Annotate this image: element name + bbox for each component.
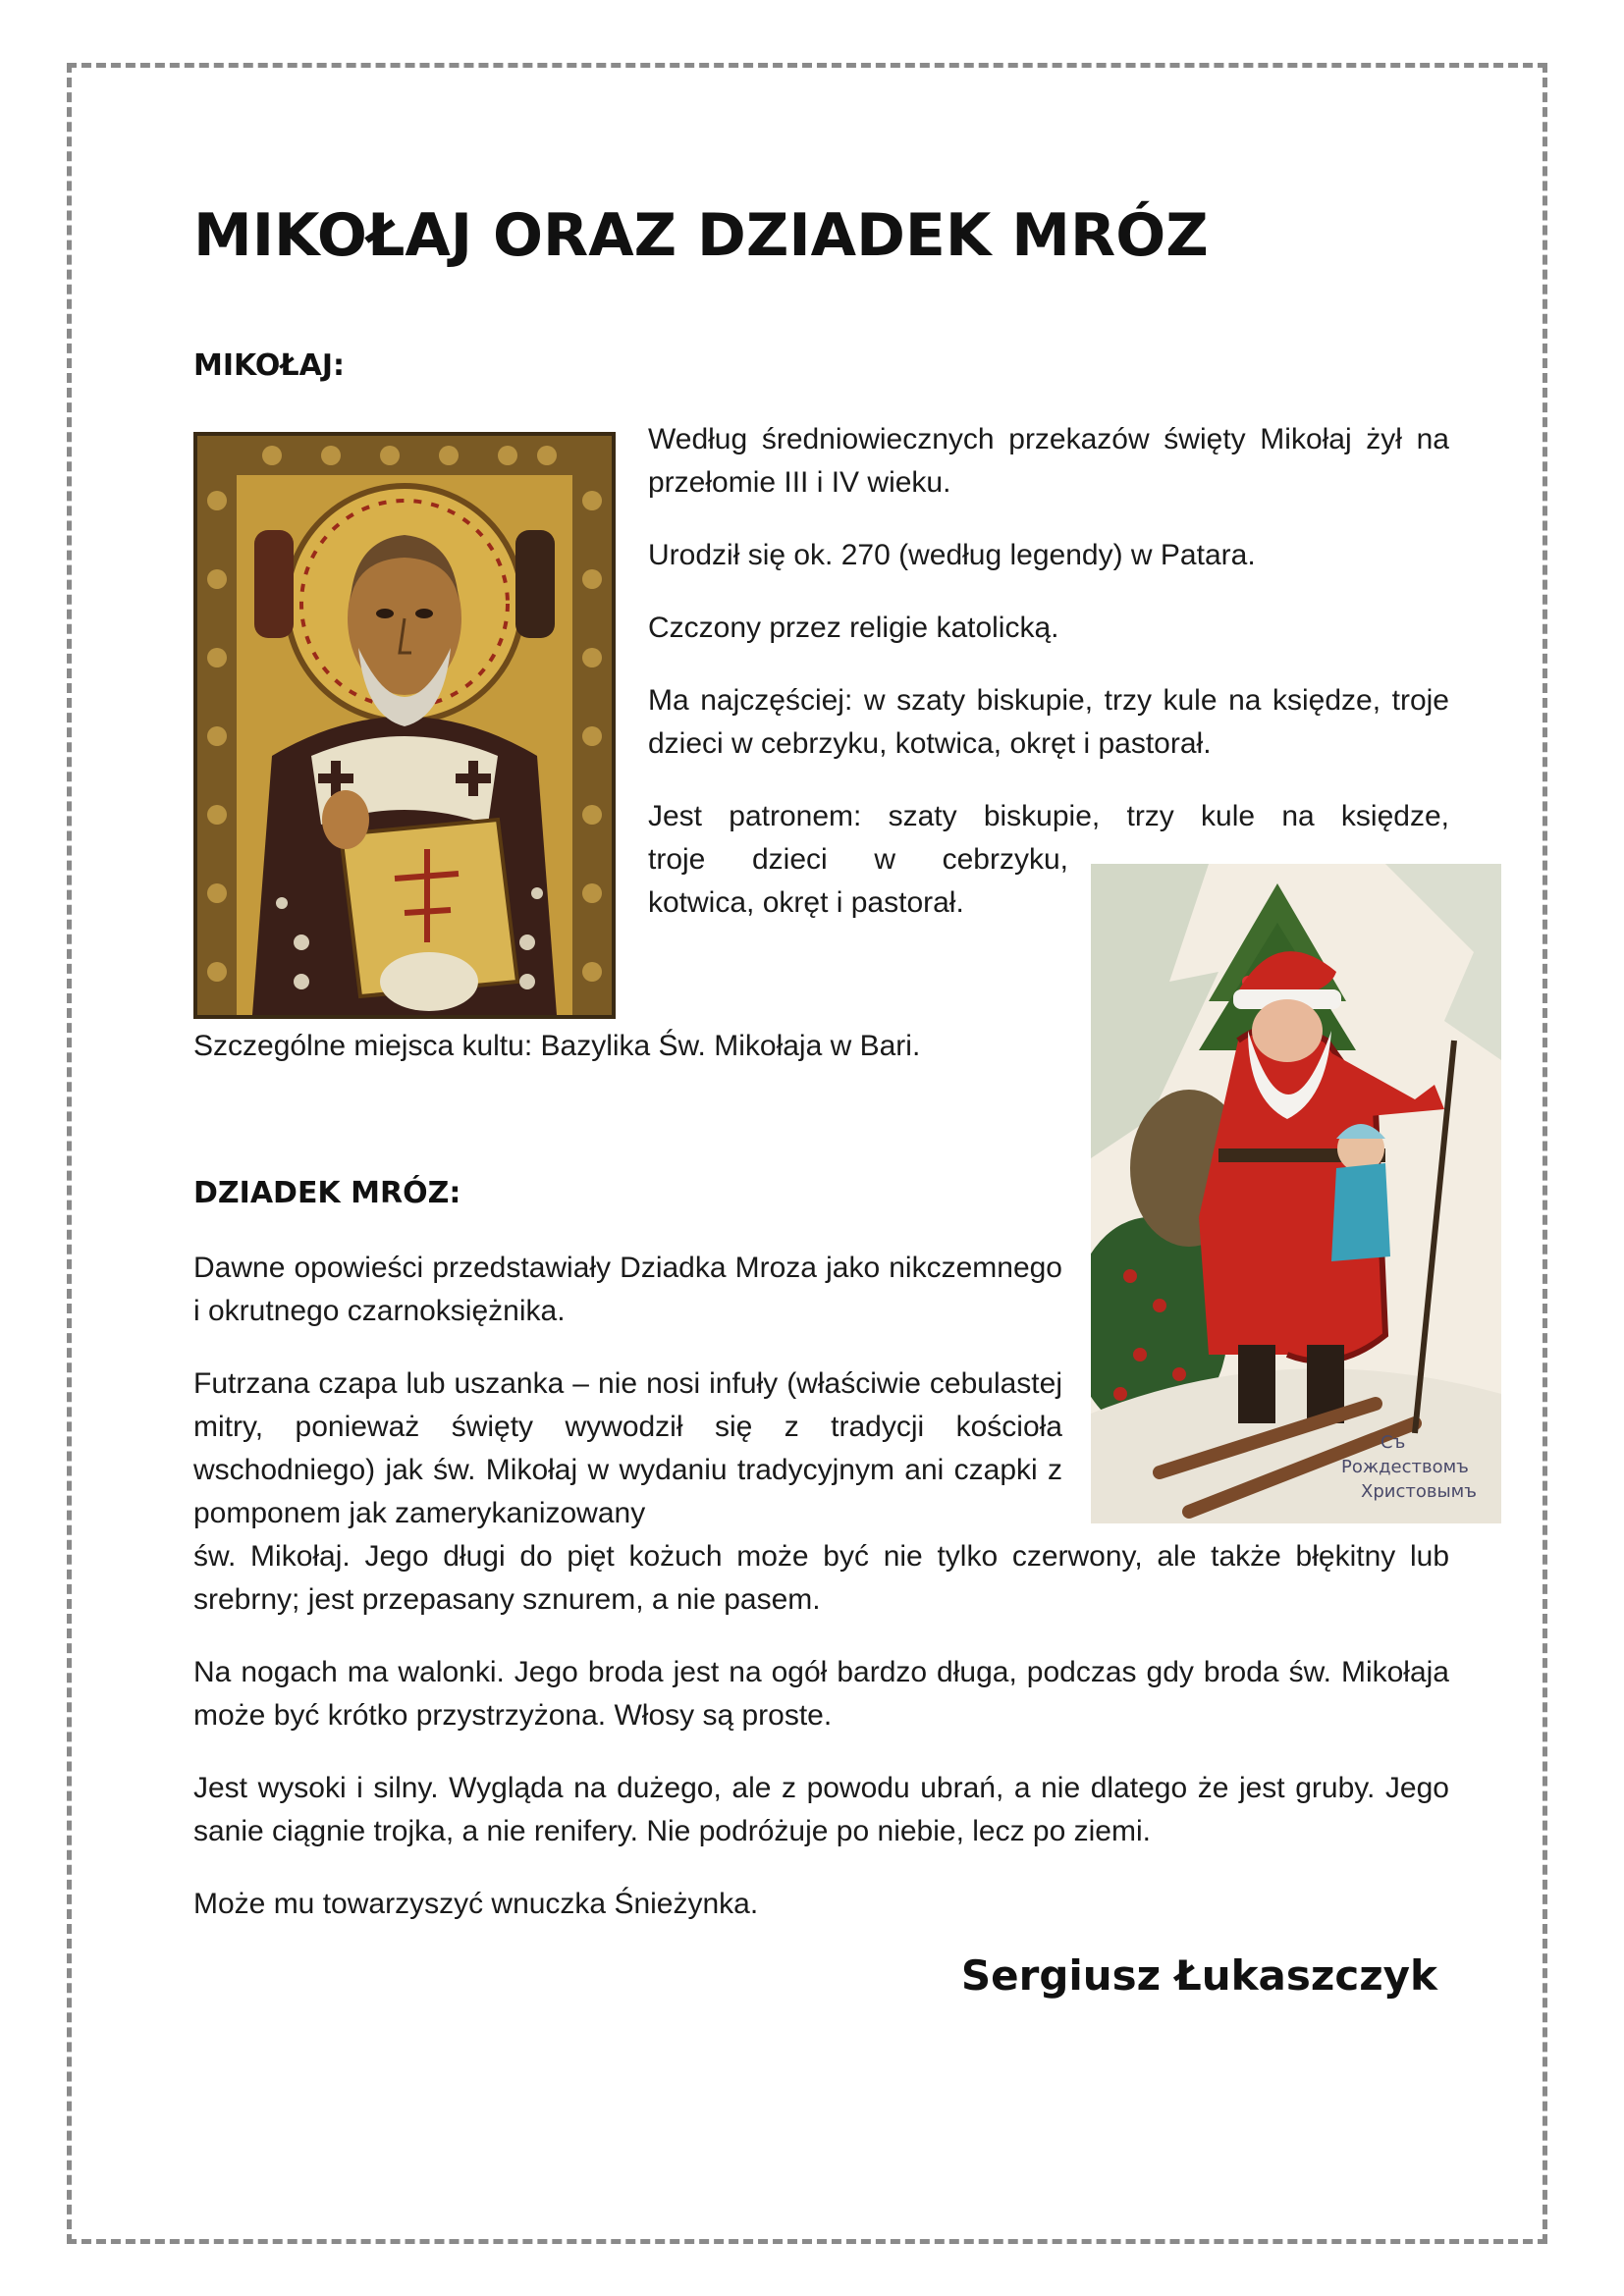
ded-moroz-postcard-image [1091,864,1501,1523]
mikolaj-paragraph-2: Urodził się ok. 270 (według legendy) w Patara. [648,539,1256,571]
dziadek-paragraph-1: Dawne opowieści przedstawiały Dziadka Mroza jako nikczemnego i okrutnego czarnoksiężnika. [193,1252,1062,1327]
postcard-greeting-line-2: Рождествомъ [1341,1457,1469,1477]
mikolaj-paragraph-3: Czczony przez religie katolicką. [648,612,1059,644]
mikolaj-paragraph-4: Ma najczęściej: w szaty biskupie, trzy kule na księdze, troje dzieci w cebrzyku, kotwica, okręt i pastorał. [648,684,1449,760]
mikolaj-paragraph-5-line-2: troje dzieci w cebrzyku, [648,843,1068,876]
postcard-greeting-line-3: Христовымъ [1361,1481,1477,1502]
dziadek-paragraph-3: Na nogach ma walonki. Jego broda jest na ogół bardzo długa, podczas gdy broda św. Mikołaja może być krótko przystrzyżona. Włosy są proste. [193,1656,1449,1732]
saint-nicholas-icon-image [193,432,616,1019]
postcard-greeting-line-1: Съ [1380,1432,1406,1453]
dziadek-paragraph-2-part-2: św. Mikołaj. Jego długi do pięt kożuch może być nie tylko czerwony, ale także błękitny lub srebrny; jest przepasany sznurem, a nie pasem. [193,1540,1449,1616]
page-title: MIKOŁAJ ORAZ DZIADEK MRÓZ [193,201,1209,270]
dziadek-paragraph-2-part-1: Futrzana czapa lub uszanka – nie nosi infuły (właściwie cebulastej mitry, ponieważ święty wywodził się z tradycji kościoła wschodniego) jak św. Mikołaj w wydaniu tradycyjnym ani czapki z pomponem jak zamerykanizowany [193,1367,1062,1529]
dziadek-paragraph-4: Jest wysoki i silny. Wygląda na dużego, ale z powodu ubrań, a nie dlatego że jest gruby. Jego sanie ciągnie trojka, a nie renifery. Nie podróżuje po niebie, lecz po ziemi. [193,1772,1449,1847]
mikolaj-cult-places: Szczególne miejsca kultu: Bazylika Św. Mikołaja w Bari. [193,1030,921,1062]
mikolaj-paragraph-5-line-3: kotwica, okręt i pastorał. [648,886,964,919]
mikolaj-paragraph-5-line-1: Jest patronem: szaty biskupie, trzy kule na księdze, [648,800,1449,832]
section-heading-mikolaj: MIKOŁAJ: [193,348,346,383]
mikolaj-paragraph-1: Według średniowiecznych przekazów święty Mikołaj żył na przełomie III i IV wieku. [648,423,1449,499]
section-heading-dziadek-mroz: DZIADEK MRÓZ: [193,1176,461,1210]
author-signature: Sergiusz Łukaszczyk [960,1951,1437,2000]
dziadek-paragraph-5: Może mu towarzyszyć wnuczka Śnieżynka. [193,1888,759,1920]
